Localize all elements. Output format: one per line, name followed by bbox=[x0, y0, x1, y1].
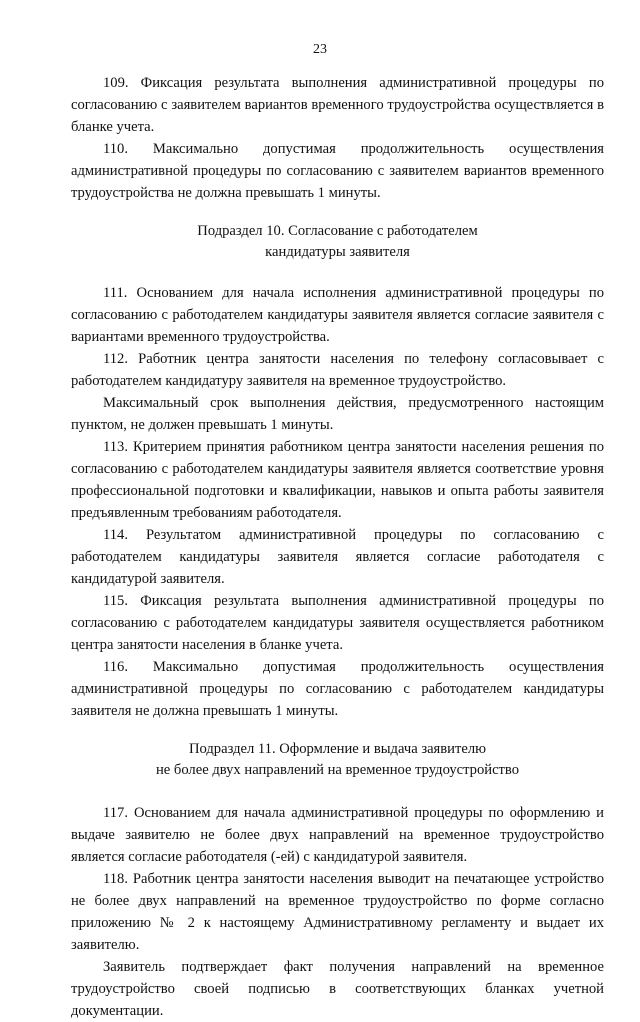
heading-line: не более двух направлений на временное трудоустройство bbox=[155, 762, 520, 778]
paragraph-118-confirmation: Заявитель подтверждает факт получения направлений на временное трудоустройство своей подписью в соответствующих бланках учетной документации. bbox=[71, 959, 604, 1019]
subsection-11-heading bbox=[71, 739, 604, 781]
paragraph-112-time-limit: Максимальный срок выполнения действия, предусмотренного настоящим пунктом, не должен превышать 1 минуты. bbox=[71, 395, 604, 433]
document-body bbox=[71, 72, 604, 1022]
paragraph-118: 118. Работник центра занятости населения выводит на печатающее устройство не более двух направлений на временное трудоустройство по форме согласно приложению № 2 к настоящему Административному регламенту и выдает их заявителю. bbox=[71, 871, 604, 953]
paragraph-115: 115. Фиксация результата выполнения административной процедуры по согласованию с работодателем кандидатуры заявителя осуществляется работником центра занятости населения в бланке учета. bbox=[71, 593, 604, 653]
heading-line: Подраздел 10. Согласование с работодателем bbox=[197, 223, 478, 239]
paragraph-112: 112. Работник центра занятости населения по телефону согласовывает с работодателем кандидатуру заявителя на временное трудоустройство. bbox=[71, 351, 604, 389]
subsection-10-heading bbox=[71, 221, 604, 263]
heading-line: кандидатуры заявителя bbox=[265, 244, 410, 260]
paragraph-109: 109. Фиксация результата выполнения административной процедуры по согласованию с заявителем вариантов временного трудоустройства осуществляется в бланке учета. bbox=[71, 75, 604, 135]
paragraph-110: 110. Максимально допустимая продолжительность осуществления административной процедуры по согласованию с заявителем вариантов временного трудоустройства не должна превышать 1 минуты. bbox=[71, 141, 604, 201]
paragraph-111: 111. Основанием для начала исполнения административной процедуры по согласованию с работодателем кандидатуры заявителя является согласие заявителя с вариантами временного трудоустройства. bbox=[71, 285, 604, 345]
paragraph-116: 116. Максимально допустимая продолжительность осуществления административной процедуры по согласованию с работодателем кандидатуры заявителя не должна превышать 1 минуты. bbox=[71, 659, 604, 719]
paragraph-113: 113. Критерием принятия работником центра занятости населения решения по согласованию с работодателем кандидатуры заявителя является соответствие уровня профессиональной подготовки и квалификации, навыков и опыта работы заявителя предъявленным требованиям работодателя. bbox=[71, 439, 604, 521]
paragraph-114: 114. Результатом административной процедуры по согласованию с работодателем кандидатуры заявителя является согласие работодателя с кандидатурой заявителя. bbox=[71, 527, 604, 587]
paragraph-117: 117. Основанием для начала административной процедуры по оформлению и выдаче заявителю не более двух направлений на временное трудоустройство является согласие работодателя (-ей) с кандидатурой заявителя. bbox=[71, 805, 604, 865]
heading-line: Подраздел 11. Оформление и выдача заявителю bbox=[188, 741, 487, 757]
page-number: 23 bbox=[313, 42, 327, 57]
